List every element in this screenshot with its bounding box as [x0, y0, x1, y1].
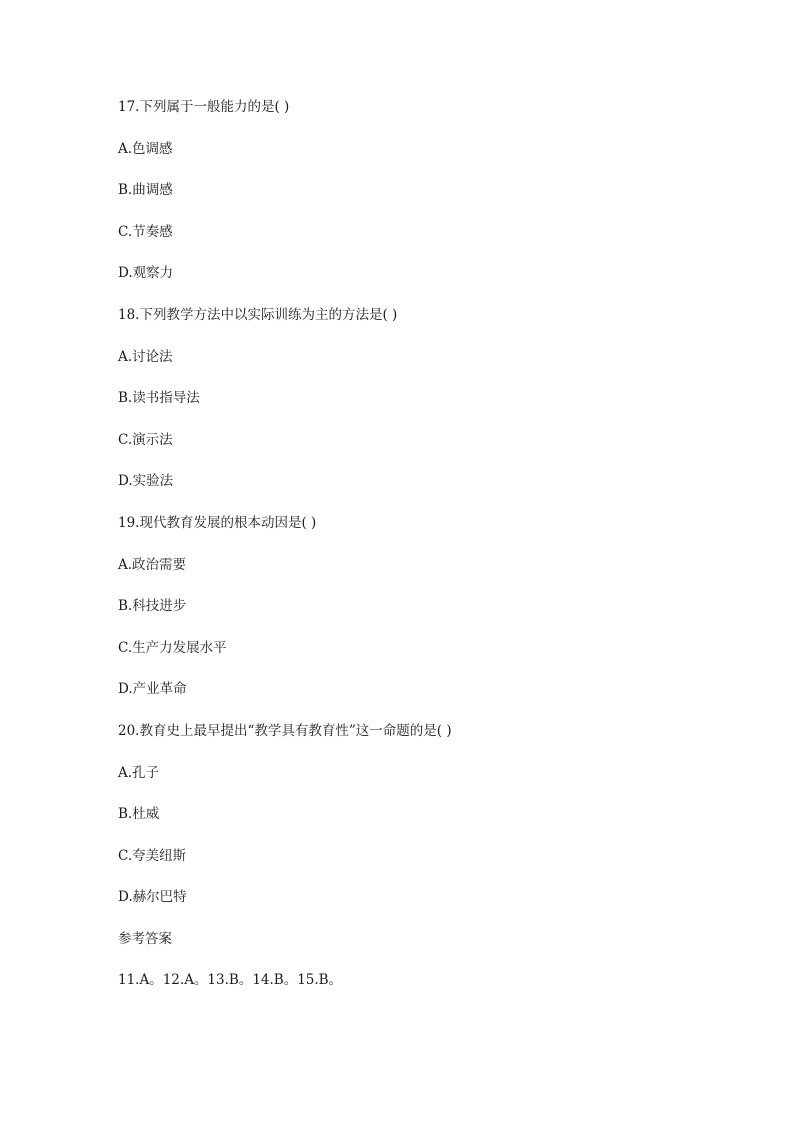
answers-text: 11.A。12.A。13.B。14.B。15.B。: [118, 972, 343, 989]
answers-heading: 参考答案: [118, 930, 172, 947]
answer-option: C.夸美纽斯: [118, 847, 187, 864]
answer-option: A.政治需要: [118, 556, 187, 573]
answer-option: A.讨论法: [118, 348, 173, 365]
answer-option: D.实验法: [118, 473, 174, 490]
answer-option: B.读书指导法: [118, 390, 200, 407]
answer-option: A.色调感: [118, 140, 173, 157]
answer-option: C.演示法: [118, 431, 173, 448]
question-stem: 20.教育史上最早提出“教学具有教育性”这一命题的是( ): [118, 722, 452, 739]
question-stem: 18.下列教学方法中以实际训练为主的方法是( ): [118, 306, 398, 323]
answer-option: C.节奏感: [118, 223, 173, 240]
answer-option: B.科技进步: [118, 598, 187, 615]
question-list: [118, 97, 718, 1012]
answer-option: D.产业革命: [118, 681, 187, 698]
answer-option: A.孔子: [118, 764, 160, 781]
question-stem: 19.现代教育发展的根本动因是( ): [118, 514, 317, 531]
question-stem: 17.下列属于一般能力的是( ): [118, 99, 290, 115]
answer-option: B.杜威: [118, 806, 160, 823]
answer-option: D.赫尔巴特: [118, 889, 187, 906]
answer-option: B.曲调感: [118, 182, 173, 199]
answer-option: C.生产力发展水平: [118, 639, 227, 656]
answer-option: D.观察力: [118, 265, 174, 282]
